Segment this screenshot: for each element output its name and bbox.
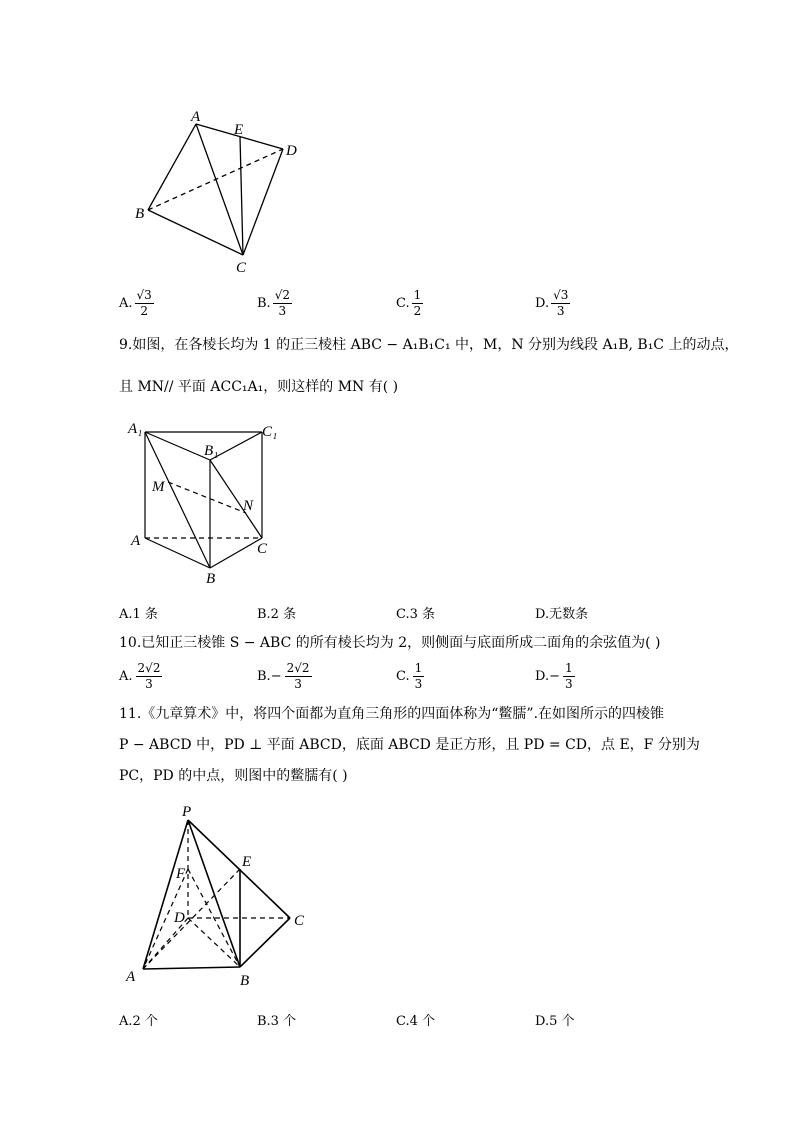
vertex-label-a: A [126, 969, 136, 985]
point-label-n: N [243, 498, 254, 514]
vertex-label-a1: A₁ [128, 421, 143, 437]
q9-option-a[interactable]: A.1 条 [119, 607, 158, 622]
option-fraction: $\frac{1}{2}$ [413, 288, 422, 318]
vertex-label-p: P [182, 804, 192, 820]
option-prefix: D. [535, 296, 550, 311]
q9-stem-line-1: 9.如图，在各棱长均为 1 的正三棱柱 ABC − A₁B₁C₁ 中，M，N 分别为线段 A₁B, B₁C 上的动点， [119, 337, 739, 353]
vertex-label-d: D [286, 143, 297, 159]
option-prefix: C. [396, 296, 410, 311]
figure-q11-pyramid [120, 800, 320, 995]
q9-option-b[interactable]: B.2 条 [257, 607, 297, 622]
vertex-label-b1: B₁ [204, 443, 219, 459]
vertex-label-a: A [131, 533, 141, 549]
option-sign: − [270, 669, 282, 684]
q11-option-d[interactable]: D.5 个 [535, 1014, 575, 1029]
q11-option-c[interactable]: C.4 个 [396, 1014, 436, 1029]
q8-option-a[interactable] [119, 288, 154, 319]
option-prefix: A. [119, 669, 133, 684]
vertex-label-b: B [206, 571, 216, 587]
option-fraction: $\frac{√3}{3}$ [553, 288, 569, 318]
option-prefix: B. [257, 296, 271, 311]
q8-option-b[interactable] [257, 288, 292, 319]
vertex-label-c: C [236, 260, 247, 276]
option-fraction: $\frac{1}{3}$ [414, 661, 423, 691]
figure-q8-tetrahedron [120, 100, 320, 280]
option-fraction: $\frac{√3}{2}$ [136, 288, 152, 318]
option-prefix: D. [535, 669, 550, 684]
q11-stem-line-3: PC，PD 的中点，则图中的鳖臑有( ) [119, 768, 348, 784]
q10-option-b[interactable] [257, 661, 312, 692]
q11-option-a[interactable]: A.2 个 [119, 1014, 158, 1029]
option-sign: − [549, 669, 560, 684]
q8-option-c[interactable] [396, 288, 423, 319]
point-label-e: E [242, 854, 252, 870]
vertex-label-c1: C₁ [262, 424, 278, 440]
vertex-label-c: C [294, 913, 305, 929]
q10-option-d[interactable] [535, 661, 575, 692]
q8-option-d[interactable] [535, 288, 570, 319]
q9-option-c[interactable]: C.3 条 [396, 607, 436, 622]
q11-stem-line-1: 11.《九章算术》中，将四个面都为直角三角形的四面体称为“鳖臑”.在如图所示的四棱锥 [119, 706, 665, 722]
q11-stem-line-2: P − ABCD 中，PD ⊥ 平面 ABCD，底面 ABCD 是正方形，且 PD = CD，点 E，F 分别为 [119, 737, 700, 753]
vertex-label-b: B [135, 206, 145, 222]
point-label-f: F [176, 866, 186, 882]
vertex-label-b: B [240, 973, 250, 989]
option-fraction: $\frac{2√2}{3}$ [286, 661, 310, 691]
vertex-label-d: D [174, 910, 185, 926]
q11-option-b[interactable]: B.3 个 [257, 1014, 297, 1029]
option-prefix: C. [396, 669, 410, 684]
q10-stem: 10.已知正三棱锥 S − ABC 的所有棱长均为 2，则侧面与底面所成二面角的余弦值为( ) [119, 635, 661, 651]
q9-option-d[interactable]: D.无数条 [535, 607, 589, 622]
vertex-label-a: A [191, 109, 201, 125]
point-label-m: M [152, 479, 165, 495]
q9-stem-line-2: 且 MN// 平面 ACC₁A₁，则这样的 MN 有( ) [119, 379, 399, 395]
q10-option-c[interactable] [396, 661, 424, 692]
q10-option-a[interactable] [119, 661, 162, 692]
option-prefix: A. [119, 296, 133, 311]
option-fraction: $\frac{2√2}{3}$ [137, 661, 161, 691]
option-prefix: B. [257, 669, 271, 684]
vertex-label-e: E [234, 122, 244, 138]
option-fraction: $\frac{√2}{3}$ [274, 288, 290, 318]
vertex-label-c: C [257, 541, 268, 557]
figure-q9-prism [120, 415, 290, 590]
option-fraction: $\frac{1}{3}$ [565, 661, 573, 691]
